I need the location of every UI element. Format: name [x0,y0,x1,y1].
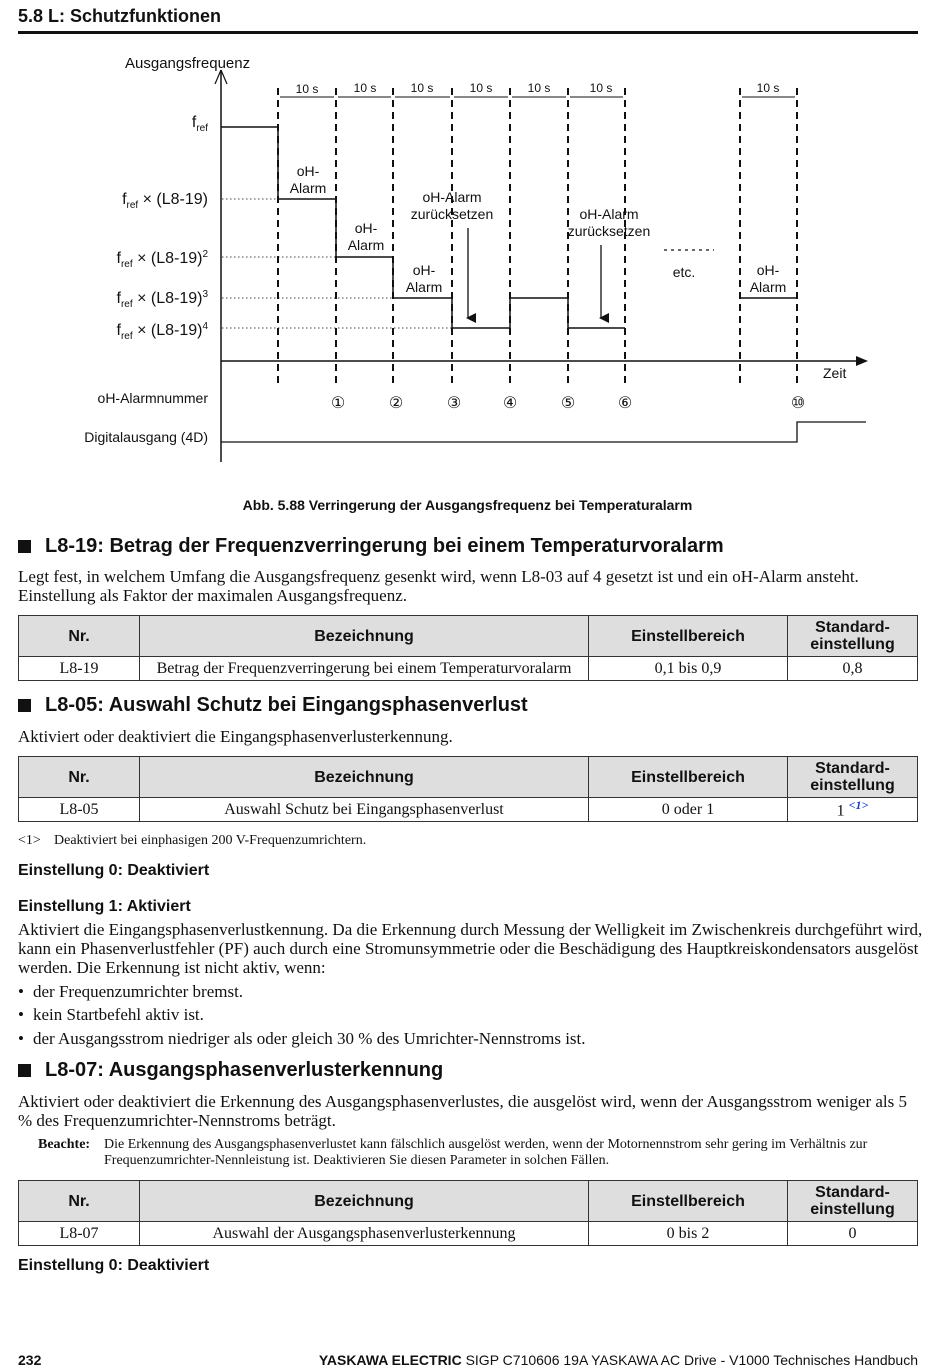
interval-label: 10 s [469,81,493,95]
note: Beachte: Die Erkennung des Ausgangsphasenverlustet kann fälschlich ausgelöst werden, wenn der Motornennstrom sehr gering im Verhältnis zur Frequenzumrichter-Nennleistung ist. Deaktivieren Sie diesen Parameter in solchen Fällen. [38,1137,868,1168]
cell-nr: L8-19 [19,657,140,681]
cell-nr: L8-07 [19,1222,140,1246]
annotation-etc: etc. [672,264,696,280]
level-label-2: $f_{ref} \times (L8-19)^2$ [116,249,208,270]
paragraph-l8-19: Legt fest, in welchem Umfang die Ausgangsfrequenz gesenkt wird, wenn L8-03 auf 4 gesetzt ist und ein oH-Alarm ansteht. Einstellung als Faktor der maximalen Ausgangsfrequenz. [18,567,859,605]
annotation-oh-alarm: oH-Alarm [749,262,787,295]
x-axis-arrow [856,356,868,366]
interval-label: 10 s [295,82,319,96]
square-bullet-icon [18,540,31,553]
table-row [19,657,918,681]
y-axis-arrow-right [221,70,227,84]
param-table-l8-19 [18,615,918,681]
table-row [19,1222,918,1246]
col-header-einstellbereich: Einstellbereich [589,757,788,798]
y-axis-label: Ausgangsfrequenz [125,55,251,72]
interval-label: 10 s [756,81,780,95]
col-header-standard: Standard- einstellung [788,616,918,657]
footer-doc-info: YASKAWA ELECTRIC SIGP C710606 19A YASKAWA AC Drive - V1000 Technisches Handbuch [318,1352,918,1368]
setting-0-heading: Einstellung 0: Deaktiviert [18,862,210,879]
alarm-number: ④ [502,393,518,412]
square-bullet-icon [18,1064,31,1077]
col-header-standard: Standard- einstellung [788,1181,918,1222]
annotation-oh-alarm: oH-Alarm [289,163,327,196]
level-label-3: $f_{ref} \times (L8-19)^3$ [116,289,208,310]
alarm-number: ① [330,393,346,412]
alarm-number: ② [388,393,404,412]
footnote-link[interactable]: <1> [848,798,869,813]
cell-range: 0,1 bis 0,9 [589,657,788,681]
paragraph-l8-07: Aktiviert oder deaktiviert die Erkennung des Ausgangsphasenverlustes, die ausgelöst wird, wenn der Ausgangsstrom weniger als 5 % des Frequenzumrichter-Nennstroms beträgt. [18,1092,907,1130]
col-header-einstellbereich: Einstellbereich [589,1181,788,1222]
frequency-waveform [221,127,625,328]
interval-label: 10 s [410,81,434,95]
interval-label: 10 s [353,81,377,95]
level-label-fref: $f_{ref}$ [191,114,208,134]
digital-output-signal [221,422,866,442]
alarm-number-label: oH-Alarmnummer [97,390,208,406]
setting-1-heading: Einstellung 1: Aktiviert [18,898,191,915]
cell-range: 0 oder 1 [589,798,788,822]
square-bullet-icon [18,699,31,712]
col-header-bezeichnung: Bezeichnung [140,616,589,657]
cell-bezeichnung: Auswahl der Ausgangsphasenverlusterkennung [140,1222,589,1246]
cell-default: 0 [788,1222,918,1246]
interval-label: 10 s [589,81,613,95]
alarm-number: ⑥ [617,393,633,412]
cell-bezeichnung: Auswahl Schutz bei Eingangsphasenverlust [140,798,589,822]
param-table-l8-05 [18,756,918,822]
cell-default: 0,8 [788,657,918,681]
cell-bezeichnung: Betrag der Frequenzverringerung bei einem Temperaturvoralarm [140,657,589,681]
paragraph-l8-05: Aktiviert oder deaktiviert die Eingangsphasenverlusterkennung. [18,727,453,746]
col-header-nr: Nr. [19,757,140,798]
col-header-standard: Standard- einstellung [788,757,918,798]
level-label-1: $f_{ref} \times (L8-19)$ [122,191,208,211]
heading-l8-19: L8-19: Betrag der Frequenzverringerung bei einem Temperaturvoralarm [18,535,724,558]
alarm-number: ⑤ [560,393,576,412]
footnote: <1> Deaktiviert bei einphasigen 200 V-Frequenzumrichtern. [18,833,367,848]
table-row [19,798,918,822]
interval-label: 10 s [527,81,551,95]
figure-caption: Abb. 5.88 Verringerung der Ausgangsfrequenz bei Temperaturalarm [242,497,693,513]
annotation-oh-alarm-reset: oH-Alarm zurücksetzen [567,206,651,239]
y-axis-arrow-left [215,70,221,84]
heading-l8-07: L8-07: Ausgangsphasenverlusterkennung [18,1059,443,1082]
col-header-einstellbereich: Einstellbereich [589,616,788,657]
list-item: • der Frequenzumrichter bremst. [18,982,244,1001]
param-table-l8-07 [18,1180,918,1246]
heading-l8-05: L8-05: Auswahl Schutz bei Eingangsphasenverlust [18,694,528,717]
annotation-oh-alarm: oH-Alarm [347,220,385,253]
list-item: • der Ausgangsstrom niedriger als oder gleich 30 % des Umrichter-Nennstroms ist. [18,1029,586,1048]
page-header [18,6,918,34]
cell-default: 1 $^{<1>}$ [788,798,918,822]
page-number: 232 [18,1352,42,1368]
section-title: 5.8 L: Schutzfunktionen [18,6,222,26]
x-axis-label: Zeit [823,365,847,381]
col-header-bezeichnung: Bezeichnung [140,757,589,798]
col-header-nr: Nr. [19,616,140,657]
alarm-number: ③ [446,393,462,412]
col-header-bezeichnung: Bezeichnung [140,1181,589,1222]
setting-0-heading: Einstellung 0: Deaktiviert [18,1257,210,1274]
annotation-oh-alarm: oH-Alarm [405,262,443,295]
level-label-4: $f_{ref} \times (L8-19)^4$ [116,321,208,342]
cell-nr: L8-05 [19,798,140,822]
cell-range: 0 bis 2 [589,1222,788,1246]
col-header-nr: Nr. [19,1181,140,1222]
frequency-reduction-diagram [0,40,935,470]
digital-output-label: Digitalausgang (4D) [84,429,208,445]
list-item: • kein Startbefehl aktiv ist. [18,1005,204,1024]
alarm-number: ⑩ [790,393,806,412]
annotation-oh-alarm-reset: oH-Alarm zurücksetzen [410,189,494,222]
setting-1-text: Aktiviert die Eingangsphasenverlustkennung. Da die Erkennung durch Messung der Welligkeit im Zwischenkreis durchgeführt wird, kann ein Phasenverlustfehler (PF) auch durch eine Stromunsymmetrie oder die Beschädigung des Hauptkreiskondensators ausgelöst werden. Die Erkennung ist nicht aktiv, wenn: [18,920,923,977]
